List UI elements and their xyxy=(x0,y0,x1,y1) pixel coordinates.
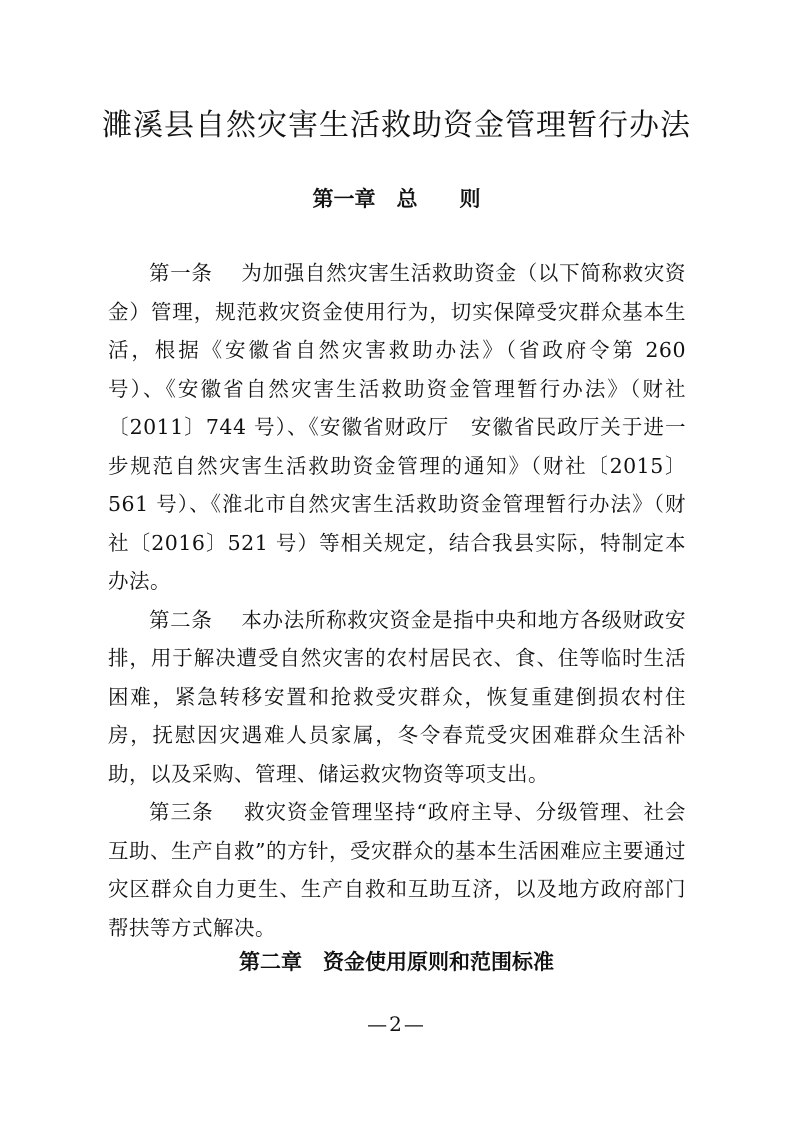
article-text: 为加强自然灾害生活救助资金（以下简称救灾资金）管理，规范救灾资金使用行为，切实保障受灾群众基本生活，根据《安徽省自然灾害救助办法》（省政府令第 260 号）、《安徽省自然灾害生活救助资金管理暂行办法》（财社〔2011〕744 号）、《安徽省财政厅 安徽省民政厅关于进一步规范自然灾害生活救助资金管理的通知》（财社〔2015〕561 号）、《淮北市自然灾害生活救助资金管理暂行办法》（财社〔2016〕521 号）等相关规定，结合我县实际，特制定本办法。 xyxy=(108,261,686,593)
article-text: 救灾资金管理坚持“政府主导、分级管理、社会互助、生产自救”的方针，受灾群众的基本生活困难应主要通过灾区群众自力更生、生产自救和互助互济，以及地方政府部门帮扶等方式解决。 xyxy=(108,800,686,940)
article-text: 本办法所称救灾资金是指中央和地方各级财政安排，用于解决遭受自然灾害的农村居民衣、食、住等临时生活困难，紧急转移安置和抢救受灾群众，恢复重建倒损农村住房，抚慰因灾遇难人员家属，冬令春荒受灾困难群众生活补助，以及采购、管理、储运救灾物资等项支出。 xyxy=(108,607,686,786)
chapter-heading: 第一章 总 则 xyxy=(312,187,481,211)
article-paragraph xyxy=(108,793,686,947)
article-number: 第三条 xyxy=(149,800,214,824)
chapter-body xyxy=(108,254,686,947)
document-title: 濉溪县自然灾害生活救助资金管理暂行办法 xyxy=(102,108,691,143)
article-number: 第二条 xyxy=(149,607,213,632)
chapter-heading: 第二章 资金使用原则和范围标准 xyxy=(239,950,554,974)
article-number: 第一条 xyxy=(149,261,213,285)
article-paragraph xyxy=(108,254,686,601)
article-paragraph xyxy=(108,601,686,794)
page-number: —2— xyxy=(367,1012,426,1036)
